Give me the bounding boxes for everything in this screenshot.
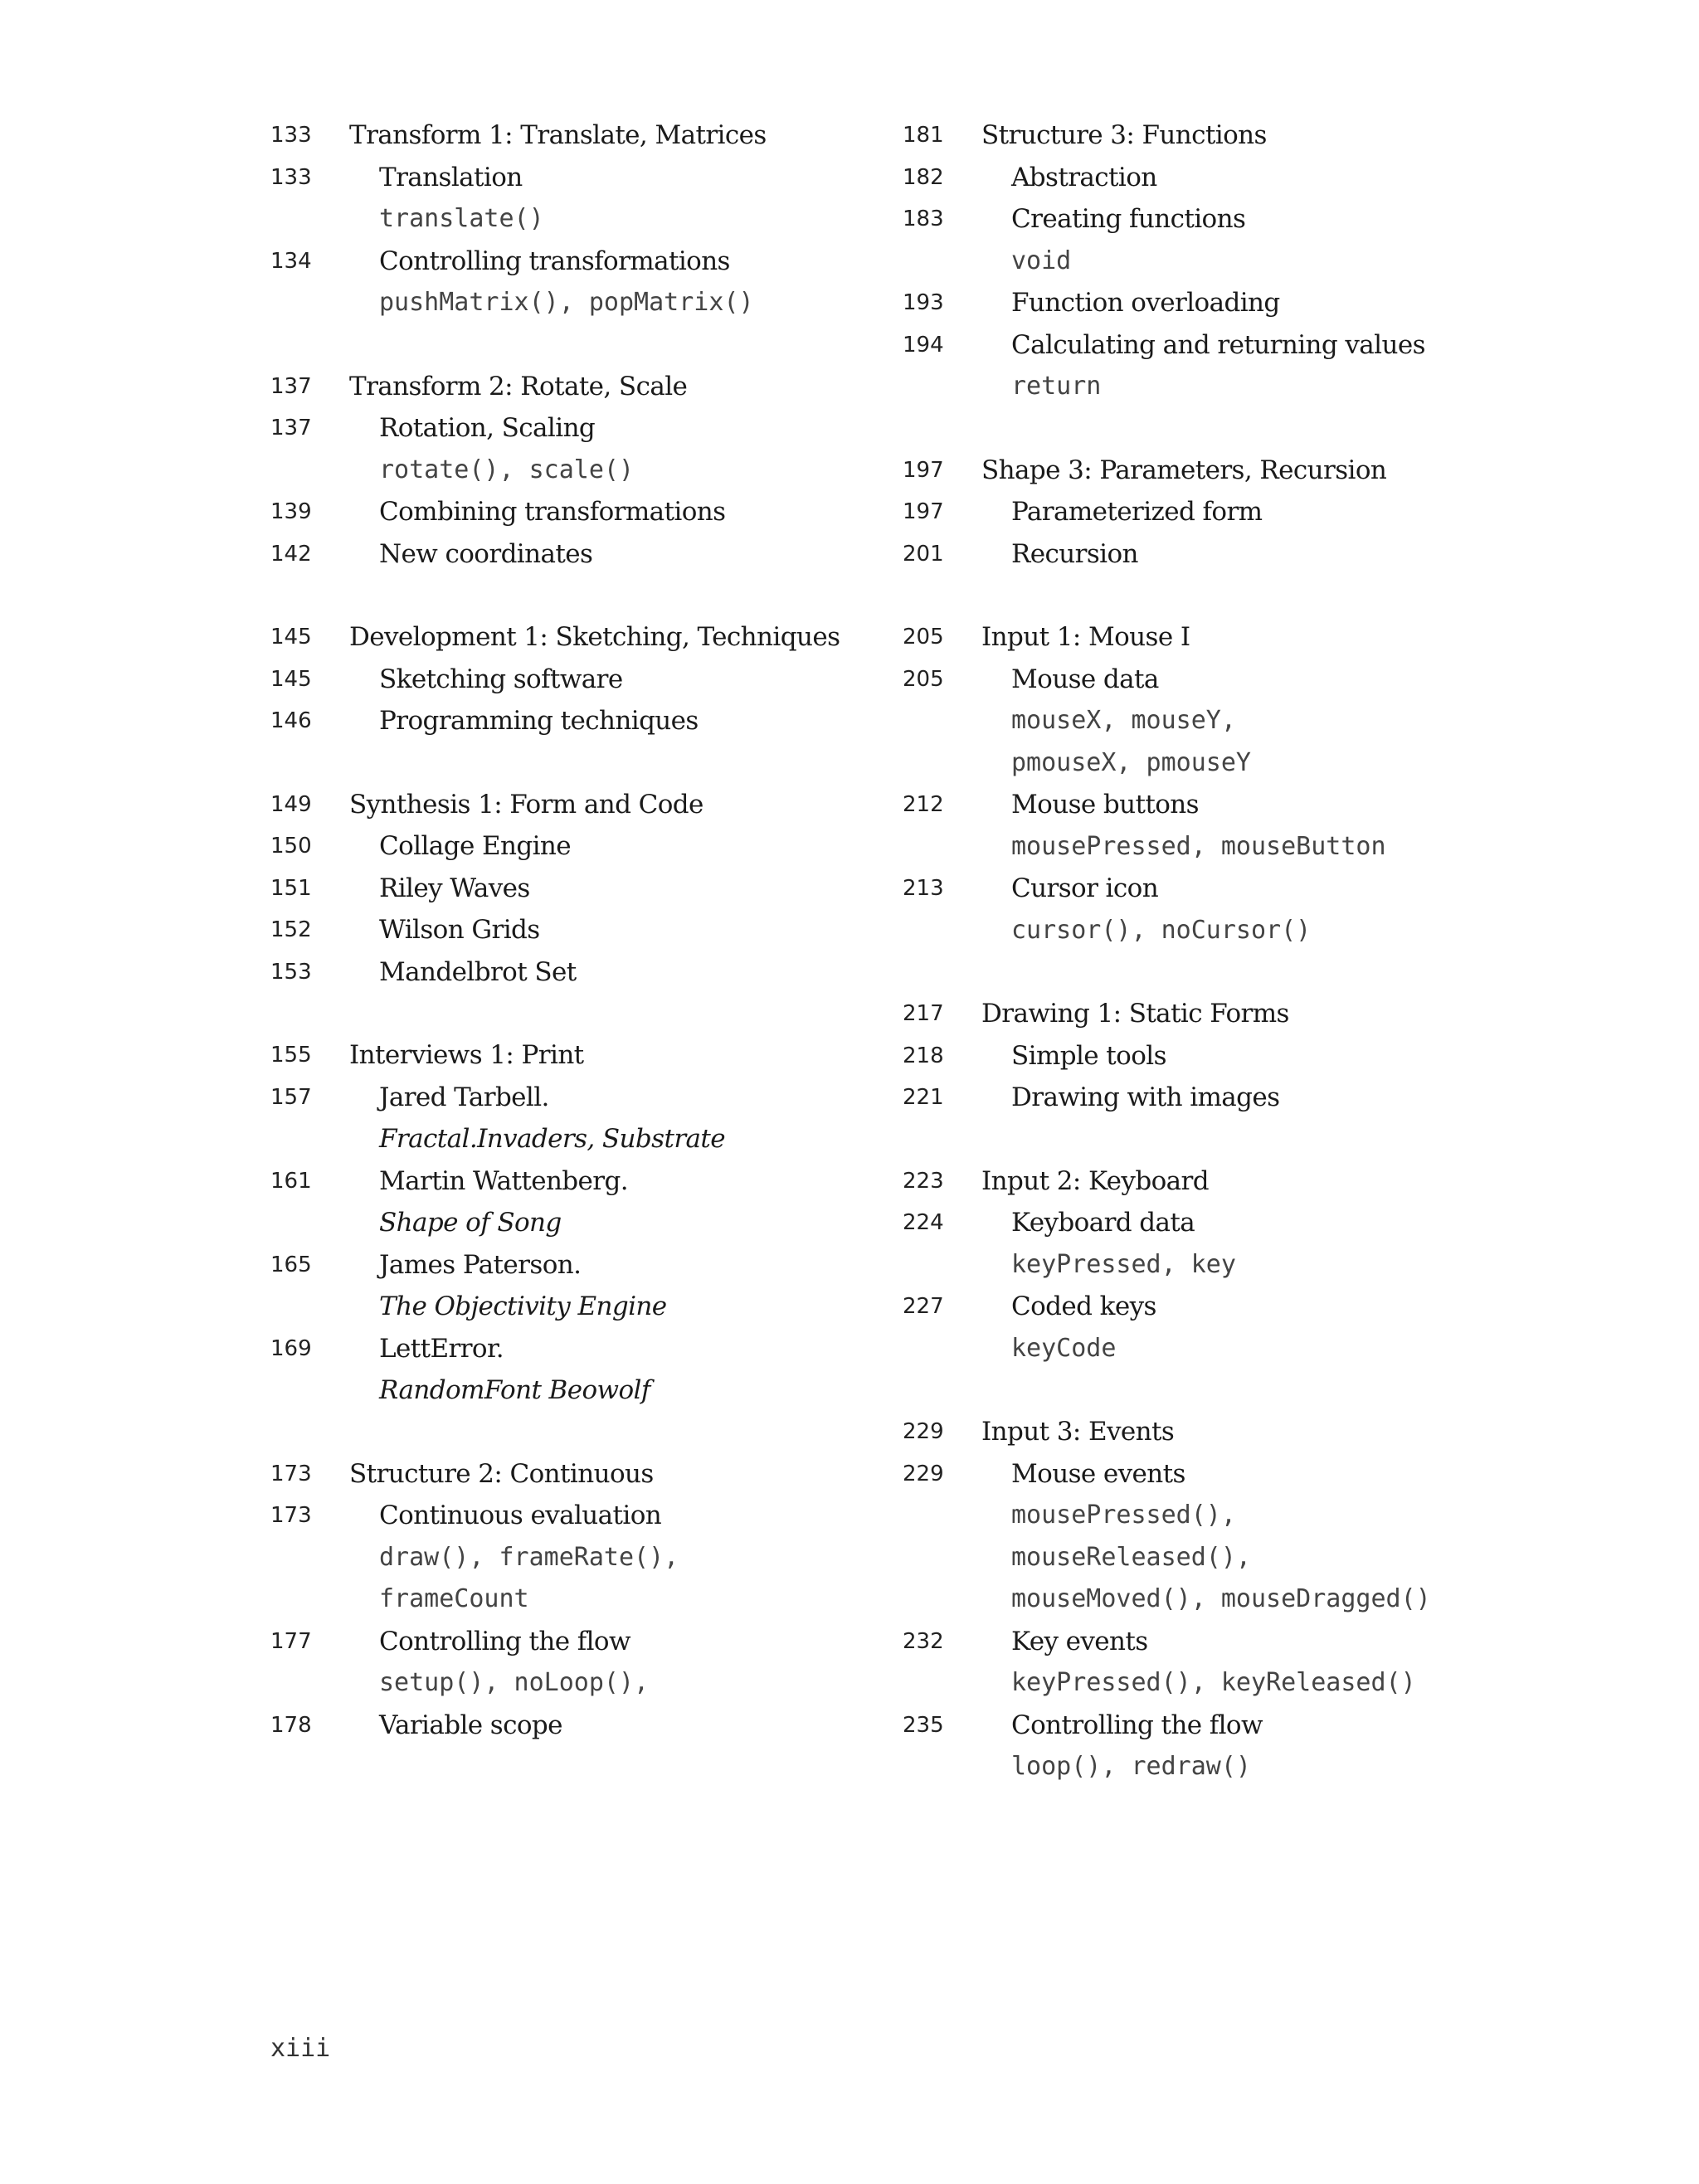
- toc-entry: [270, 1202, 851, 1244]
- section-title: Synthesis 1: Form and Code: [349, 789, 703, 820]
- toc-section: [270, 366, 851, 576]
- code-entry: loop(), redraw(): [1011, 1752, 1251, 1781]
- work-title: RandomFont Beowolf: [379, 1375, 650, 1405]
- code-entry: keyCode: [1011, 1333, 1117, 1363]
- toc-entry: [903, 1746, 1533, 1788]
- toc-entry: [270, 1495, 851, 1537]
- page-number: [270, 1578, 349, 1621]
- toc-entry: [903, 1578, 1533, 1621]
- entry-text: Recursion: [1011, 538, 1138, 569]
- toc-entry: [903, 366, 1533, 408]
- toc-entry: [903, 1453, 1533, 1496]
- page-number: 177: [270, 1628, 312, 1654]
- toc-entry: [903, 1537, 1533, 1579]
- page-number: [903, 1746, 981, 1788]
- toc-entry: [903, 1202, 1533, 1244]
- toc-entry: [903, 282, 1533, 324]
- toc-entry: [270, 1286, 851, 1328]
- toc-left-column: [270, 114, 851, 1788]
- page-number: [903, 700, 981, 742]
- toc-entry: [270, 241, 851, 283]
- toc-entry: [903, 1621, 1533, 1663]
- toc-entry: [270, 450, 851, 492]
- page-number: 173: [270, 1461, 312, 1486]
- page-number: [903, 241, 981, 283]
- page-number: 212: [903, 792, 944, 817]
- toc-entry: [270, 1328, 851, 1370]
- page-number: [270, 1286, 349, 1328]
- page-number: [903, 742, 981, 785]
- entry-text: Keyboard data: [1011, 1208, 1195, 1238]
- toc-entry: [903, 1244, 1533, 1287]
- toc-entry: [903, 784, 1533, 826]
- toc-section-title: [270, 1034, 851, 1077]
- section-title: Shape 3: Parameters, Recursion: [981, 455, 1387, 485]
- toc-entry: [903, 1035, 1533, 1077]
- toc-section: [270, 114, 851, 324]
- toc-section-title: [903, 450, 1533, 492]
- page-number: 134: [270, 248, 312, 274]
- section-title: Input 3: Events: [981, 1417, 1175, 1447]
- code-entry: return: [1011, 372, 1102, 401]
- page-number: 197: [903, 499, 944, 524]
- toc-entry: [903, 742, 1533, 785]
- code-entry: pushMatrix(), popMatrix(): [379, 288, 754, 317]
- page-number: [270, 282, 349, 324]
- code-entry: cursor(), noCursor(): [1011, 915, 1312, 945]
- page-number: 213: [903, 876, 944, 901]
- page-number: 149: [270, 791, 312, 817]
- page-number: [270, 1662, 349, 1705]
- code-entry: void: [1011, 246, 1072, 275]
- code-entry: mousePressed(),: [1011, 1501, 1236, 1530]
- page-number: 178: [270, 1712, 312, 1738]
- entry-text: Mandelbrot Set: [379, 956, 577, 987]
- page-number: 142: [270, 541, 312, 567]
- code-entry: pmouseX, pmouseY: [1011, 747, 1251, 777]
- section-title: Transform 1: Translate, Matrices: [349, 120, 767, 150]
- toc-section-title: [270, 784, 851, 826]
- toc-section-title: [903, 114, 1533, 157]
- page-number: 169: [270, 1335, 312, 1361]
- toc-section: [903, 1160, 1533, 1370]
- entry-text: Mouse buttons: [1011, 790, 1199, 820]
- page-number: 155: [270, 1043, 312, 1068]
- toc-entry: [270, 1244, 851, 1287]
- page-number: 205: [903, 666, 944, 692]
- code-entry: mousePressed, mouseButton: [1011, 831, 1386, 861]
- work-title: Fractal.Invaders, Substrate: [379, 1124, 726, 1154]
- entry-text: LettError.: [379, 1333, 504, 1364]
- entry-text: Drawing with images: [1011, 1082, 1280, 1112]
- page-number: 201: [903, 541, 944, 567]
- toc-section: [903, 114, 1533, 408]
- section-title: Structure 3: Functions: [981, 120, 1267, 150]
- page-number: [903, 826, 981, 868]
- page-number: 232: [903, 1628, 944, 1654]
- page-number: 133: [270, 123, 312, 148]
- section-title: Drawing 1: Static Forms: [981, 999, 1289, 1029]
- toc-entry: [903, 1077, 1533, 1119]
- work-title: The Objectivity Engine: [379, 1291, 667, 1321]
- entry-text: Continuous evaluation: [379, 1501, 662, 1530]
- toc-section-title: [903, 1160, 1533, 1203]
- toc-entry: [903, 491, 1533, 533]
- page-number: 221: [903, 1085, 944, 1110]
- toc-section-title: [270, 1453, 851, 1496]
- toc-entry: [270, 491, 851, 533]
- toc-entry: [270, 1118, 851, 1160]
- entry-text: Variable scope: [379, 1710, 562, 1740]
- page-number: 133: [270, 164, 312, 190]
- page-folio: xiii: [270, 2034, 331, 2063]
- page-number: [270, 198, 349, 241]
- page-number: 137: [270, 416, 312, 440]
- page-number: [270, 1369, 349, 1412]
- toc-entry: [903, 1495, 1533, 1537]
- page-number: 229: [903, 1461, 944, 1486]
- toc-entry: [270, 700, 851, 742]
- page-number: [903, 910, 981, 952]
- toc-entry: [270, 868, 851, 910]
- toc-section-title: [903, 993, 1533, 1035]
- page-number: 173: [270, 1503, 312, 1528]
- work-title: Shape of Song: [379, 1208, 562, 1238]
- toc-section: [270, 1034, 851, 1412]
- code-entry: keyPressed(), keyReleased(): [1011, 1668, 1416, 1697]
- toc-section: [270, 784, 851, 994]
- page-number: [903, 1244, 981, 1287]
- page-number: 224: [903, 1210, 944, 1235]
- toc-entry: [903, 1328, 1533, 1370]
- entry-text: Cursor icon: [1011, 873, 1159, 903]
- page-number: 139: [270, 499, 312, 524]
- page-number: 223: [903, 1168, 944, 1194]
- entry-text: Combining transformations: [379, 497, 726, 527]
- toc-section: [903, 993, 1533, 1119]
- toc-entry: [270, 909, 851, 951]
- toc-entry: [270, 1705, 851, 1747]
- entry-text: Translation: [379, 162, 523, 192]
- page-number: 183: [903, 207, 944, 231]
- entry-text: Controlling the flow: [379, 1626, 630, 1656]
- page-number: [903, 1328, 981, 1370]
- entry-text: Parameterized form: [1011, 497, 1263, 527]
- toc-section-title: [903, 616, 1533, 659]
- toc-entry: [903, 868, 1533, 910]
- toc-entry: [903, 826, 1533, 868]
- toc-entry: [903, 700, 1533, 742]
- section-title: Input 2: Keyboard: [981, 1165, 1209, 1196]
- toc-entry: [270, 825, 851, 868]
- entry-text: Sketching software: [379, 664, 623, 694]
- toc-right-column: [903, 114, 1533, 1830]
- toc-entry: [903, 533, 1533, 576]
- toc-entry: [903, 157, 1533, 199]
- page-number: 137: [270, 373, 312, 399]
- page-number: 157: [270, 1084, 312, 1110]
- page-number: 161: [270, 1168, 312, 1194]
- code-entry: frameCount: [379, 1584, 529, 1613]
- entry-text: Jared Tarbell.: [379, 1082, 549, 1112]
- section-title: Input 1: Mouse I: [981, 622, 1190, 652]
- page-number: 152: [270, 917, 312, 942]
- toc-entry: [270, 1537, 851, 1579]
- entry-text: Mouse events: [1011, 1458, 1185, 1489]
- page-number: [270, 1537, 349, 1579]
- page-number: 182: [903, 164, 944, 190]
- page-number: 145: [270, 625, 312, 649]
- entry-text: Riley Waves: [379, 873, 530, 903]
- page-number: 218: [903, 1043, 944, 1068]
- toc-section-title: [903, 1411, 1533, 1453]
- code-entry: draw(), frameRate(),: [379, 1542, 679, 1572]
- page-number: 194: [903, 332, 944, 358]
- page-number: 205: [903, 625, 944, 649]
- entry-text: Coded keys: [1011, 1291, 1156, 1321]
- toc-entry: [270, 198, 851, 241]
- page-number: 197: [903, 457, 944, 483]
- page-number: [903, 1578, 981, 1621]
- toc-entry: [270, 1369, 851, 1412]
- toc-section-title: [270, 366, 851, 408]
- code-entry: mouseReleased(),: [1011, 1542, 1251, 1572]
- toc-entry: [270, 1077, 851, 1119]
- entry-text: Rotation, Scaling: [379, 413, 596, 443]
- entry-text: Controlling transformations: [379, 246, 730, 276]
- toc-entry: [270, 407, 851, 450]
- entry-text: James Paterson.: [379, 1249, 582, 1280]
- page-number: 217: [903, 1001, 944, 1026]
- toc-section-title: [270, 114, 851, 157]
- page-number: [903, 1662, 981, 1705]
- page-number: 227: [903, 1294, 944, 1319]
- section-title: Development 1: Sketching, Techniques: [349, 622, 840, 652]
- toc-entry: [903, 1662, 1533, 1705]
- page-number: 151: [270, 875, 312, 901]
- toc-entry: [270, 1578, 851, 1621]
- entry-text: Programming techniques: [379, 706, 699, 736]
- toc-entry: [270, 1662, 851, 1705]
- entry-text: Controlling the flow: [1011, 1710, 1263, 1740]
- page-number: 181: [903, 123, 944, 148]
- toc-entry: [270, 1621, 851, 1663]
- entry-text: Creating functions: [1011, 204, 1246, 234]
- toc-section: [270, 616, 851, 742]
- page-number: [270, 450, 349, 492]
- page-number: 165: [270, 1252, 312, 1277]
- page-number: 235: [903, 1712, 944, 1738]
- toc-entry: [903, 659, 1533, 701]
- section-title: Interviews 1: Print: [349, 1040, 584, 1070]
- toc-section: [903, 450, 1533, 576]
- page-number: 153: [270, 959, 312, 985]
- page-number: [903, 1495, 981, 1537]
- toc-entry: [903, 1705, 1533, 1747]
- page-number: 150: [270, 834, 312, 859]
- page-number: [903, 366, 981, 408]
- toc-entry: [270, 282, 851, 324]
- entry-text: New coordinates: [379, 538, 593, 569]
- code-entry: setup(), noLoop(),: [379, 1668, 650, 1697]
- toc-entry: [270, 951, 851, 994]
- toc-section: [270, 1453, 851, 1747]
- page-number: [270, 1118, 349, 1160]
- entry-text: Function overloading: [1011, 288, 1280, 318]
- toc-entry: [270, 157, 851, 199]
- toc-entry: [903, 1286, 1533, 1328]
- entry-text: Collage Engine: [379, 831, 572, 861]
- entry-text: Calculating and returning values: [1011, 329, 1425, 360]
- entry-text: Mouse data: [1011, 664, 1159, 694]
- toc-entry: [270, 659, 851, 701]
- toc-entry: [903, 910, 1533, 952]
- entry-text: Key events: [1011, 1626, 1148, 1656]
- entry-text: Wilson Grids: [379, 915, 540, 945]
- section-title: Transform 2: Rotate, Scale: [349, 371, 688, 401]
- code-entry: rotate(), scale(): [379, 455, 635, 484]
- code-entry: translate(): [379, 204, 544, 233]
- page-number: 145: [270, 666, 312, 692]
- page-number: [903, 1537, 981, 1579]
- toc-section: [903, 616, 1533, 951]
- toc-entry: [903, 198, 1533, 241]
- code-entry: mouseX, mouseY,: [1011, 706, 1236, 735]
- page-number: 193: [903, 290, 944, 315]
- code-entry: keyPressed, key: [1011, 1249, 1236, 1279]
- toc-section-title: [270, 616, 851, 659]
- entry-text: Abstraction: [1011, 162, 1157, 192]
- toc-entry: [903, 324, 1533, 367]
- page-number: 146: [270, 708, 312, 733]
- toc-entry: [270, 1160, 851, 1203]
- toc-section: [903, 1411, 1533, 1788]
- section-title: Structure 2: Continuous: [349, 1458, 654, 1489]
- entry-text: Simple tools: [1011, 1040, 1166, 1071]
- toc-entry: [903, 241, 1533, 283]
- page-number: 229: [903, 1419, 944, 1444]
- page-number: [270, 1202, 349, 1244]
- code-entry: mouseMoved(), mouseDragged(): [1011, 1584, 1431, 1613]
- toc-entry: [270, 533, 851, 576]
- entry-text: Martin Wattenberg.: [379, 1165, 629, 1196]
